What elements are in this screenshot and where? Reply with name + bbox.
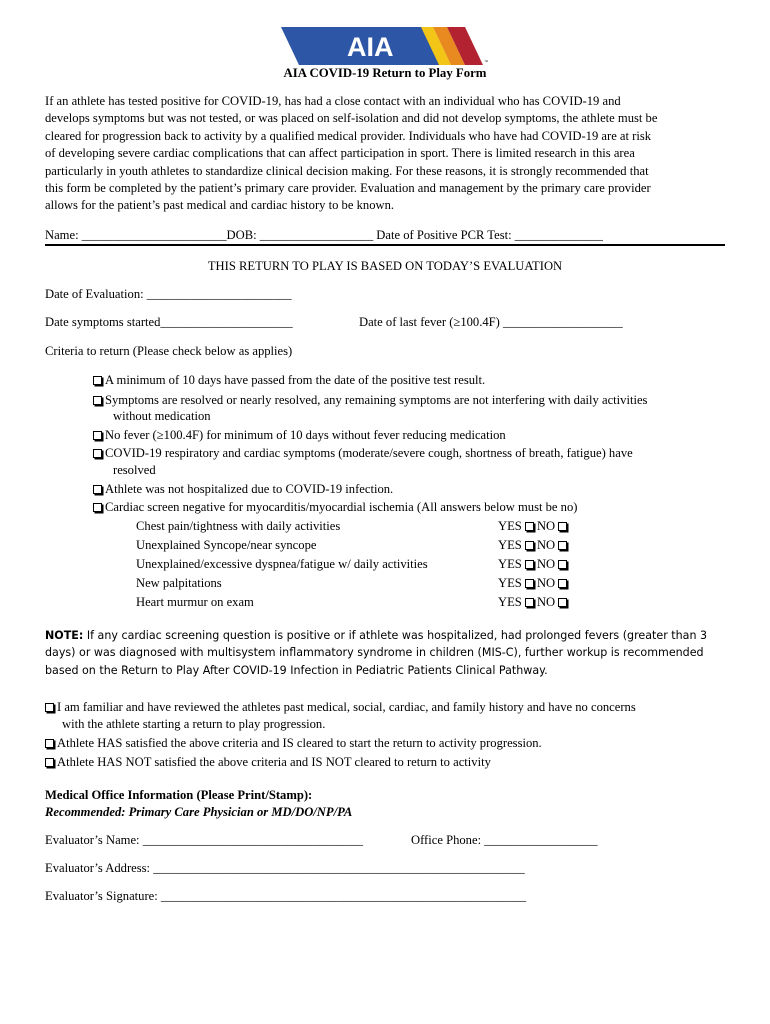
form-title: AIA COVID-19 Return to Play Form	[283, 66, 487, 80]
office-phone-field[interactable]: Office Phone: __________________	[411, 833, 598, 847]
intro-line: this form be completed by the patient’s primary care provider. Evaluation and management by the primary care provider	[45, 181, 651, 196]
screen-question: Chest pain/tightness with daily activities	[136, 519, 341, 533]
date-last-fever-field[interactable]: Date of last fever (≥100.4F) ___________________	[359, 315, 623, 329]
note-line: days) or was diagnosed with multisystem inflammatory syndrome in children (MIS-C), further workup is recommended	[45, 646, 704, 660]
yes-no-choice[interactable]: YES NO	[498, 538, 570, 553]
logo-text: AIA	[347, 32, 394, 62]
criteria-item[interactable]: Symptoms are resolved or nearly resolved, any remaining symptoms are not interfering with daily activities	[93, 393, 647, 408]
criteria-item[interactable]: A minimum of 10 days have passed from the date of the positive test result.	[93, 373, 485, 388]
checkbox-icon[interactable]	[93, 376, 102, 385]
checkbox-icon[interactable]	[525, 522, 534, 531]
yes-no-choice[interactable]: YES NO	[498, 576, 570, 591]
note-paragraph: NOTE: If any cardiac screening question is positive or if athlete was hospitalized, had prolonged fevers (greater than 3 days) or was diagnosed with multisystem inflammatory syndrome in children (MIS-C), further workup is recommended based on the Return to Play After COVID-19 Infection in Pediatric Patients Clinical Pathway.	[45, 627, 735, 679]
checkbox-icon[interactable]	[558, 541, 567, 550]
checkbox-icon[interactable]	[93, 503, 102, 512]
divider	[45, 244, 725, 246]
screen-question: Unexplained/excessive dyspnea/fatigue w/ daily activities	[136, 557, 428, 571]
checkbox-icon[interactable]	[525, 541, 534, 550]
checkbox-icon[interactable]	[93, 449, 102, 458]
evaluator-name-field[interactable]: Evaluator’s Name: ___________________________________	[45, 833, 364, 847]
criteria-item[interactable]: No fever (≥100.4F) for minimum of 10 days without fever reducing medication	[93, 428, 506, 443]
checkbox-icon[interactable]	[93, 396, 102, 405]
checkbox-icon[interactable]	[93, 485, 102, 494]
criteria-item[interactable]: Athlete was not hospitalized due to COVID-19 infection.	[93, 482, 393, 497]
aia-logo	[281, 27, 489, 65]
checkbox-icon[interactable]	[558, 522, 567, 531]
checkbox-icon[interactable]	[525, 560, 534, 569]
note-line: based on the Return to Play After COVID-19 Infection in Pediatric Patients Clinical Pathway.	[45, 663, 548, 677]
checkbox-icon[interactable]	[45, 703, 54, 712]
date-symptoms-started-field[interactable]: Date symptoms started_____________________	[45, 315, 293, 329]
screen-question: Unexplained Syncope/near syncope	[136, 538, 317, 552]
intro-line: If an athlete has tested positive for COVID-19, has had a close contact with an individual who has COVID-19 and	[45, 94, 621, 108]
criteria-item[interactable]: COVID-19 respiratory and cardiac symptoms (moderate/severe cough, shortness of breath, fatigue) have	[93, 446, 633, 461]
intro-line: cleared for progression back to activity by a qualified medical provider. Individuals who have had COVID-19 are at risk	[45, 128, 652, 143]
note-label: NOTE:	[45, 629, 84, 642]
criteria-item-continued: resolved	[113, 463, 156, 477]
attest-cleared-item[interactable]: Athlete HAS satisfied the above criteria and IS cleared to start the return to activity progression.	[45, 736, 542, 751]
intro-paragraph	[45, 93, 735, 215]
checkbox-icon[interactable]	[93, 431, 102, 440]
checkbox-icon[interactable]	[558, 560, 567, 569]
office-recommended: Recommended: Primary Care Physician or MD/DO/NP/PA	[45, 805, 353, 819]
yes-no-choice[interactable]: YES NO	[498, 519, 570, 534]
checkbox-icon[interactable]	[525, 579, 534, 588]
evaluator-address-field[interactable]: Evaluator’s Address: ___________________________________________________________	[45, 861, 525, 875]
evaluation-header: THIS RETURN TO PLAY IS BASED ON TODAY’S EVALUATION	[207, 259, 563, 273]
checkbox-icon[interactable]	[525, 598, 534, 607]
name-dob-pcr-fields[interactable]: Name: _______________________DOB: __________________ Date of Positive PCR Test: ______________	[45, 228, 603, 242]
evaluator-signature-field[interactable]: Evaluator’s Signature: __________________________________________________________	[45, 889, 527, 903]
intro-line: allows for the patient’s past medical and cardiac history to be known.	[45, 198, 395, 213]
attest-item-continued: with the athlete starting a return to play progression.	[62, 717, 326, 731]
criteria-intro: Criteria to return (Please check below as applies)	[45, 344, 293, 358]
intro-line: of developing severe cardiac complications that can affect participation in sport. There is limited research in this area	[45, 146, 635, 161]
screen-question: New palpitations	[136, 576, 222, 590]
yes-no-choice[interactable]: YES NO	[498, 595, 570, 610]
checkbox-icon[interactable]	[558, 598, 567, 607]
intro-line: develops symptoms but was not tested, or was placed on self-isolation and did not develop symptoms, the athlete must be	[45, 111, 658, 126]
yes-no-choice[interactable]: YES NO	[498, 557, 570, 572]
screen-question: Heart murmur on exam	[136, 595, 254, 609]
criteria-item[interactable]: Cardiac screen negative for myocarditis/myocardial ischemia (All answers below must be no)	[93, 500, 577, 515]
date-of-evaluation-field[interactable]: Date of Evaluation: _______________________	[45, 287, 292, 301]
intro-line: particularly in youth athletes to standardize clinical decision making. For these reasons, it is strongly recommended that	[45, 163, 649, 178]
criteria-item-continued: without medication	[113, 409, 211, 423]
office-heading: Medical Office Information (Please Print/Stamp):	[45, 788, 313, 802]
attest-not-cleared-item[interactable]: Athlete HAS NOT satisfied the above criteria and IS NOT cleared to return to activity	[45, 755, 491, 770]
attest-item[interactable]: I am familiar and have reviewed the athletes past medical, social, cardiac, and family history and have no concerns	[45, 700, 636, 715]
checkbox-icon[interactable]	[45, 758, 54, 767]
logo-tm: ™	[484, 59, 488, 64]
checkbox-icon[interactable]	[45, 739, 54, 748]
checkbox-icon[interactable]	[558, 579, 567, 588]
